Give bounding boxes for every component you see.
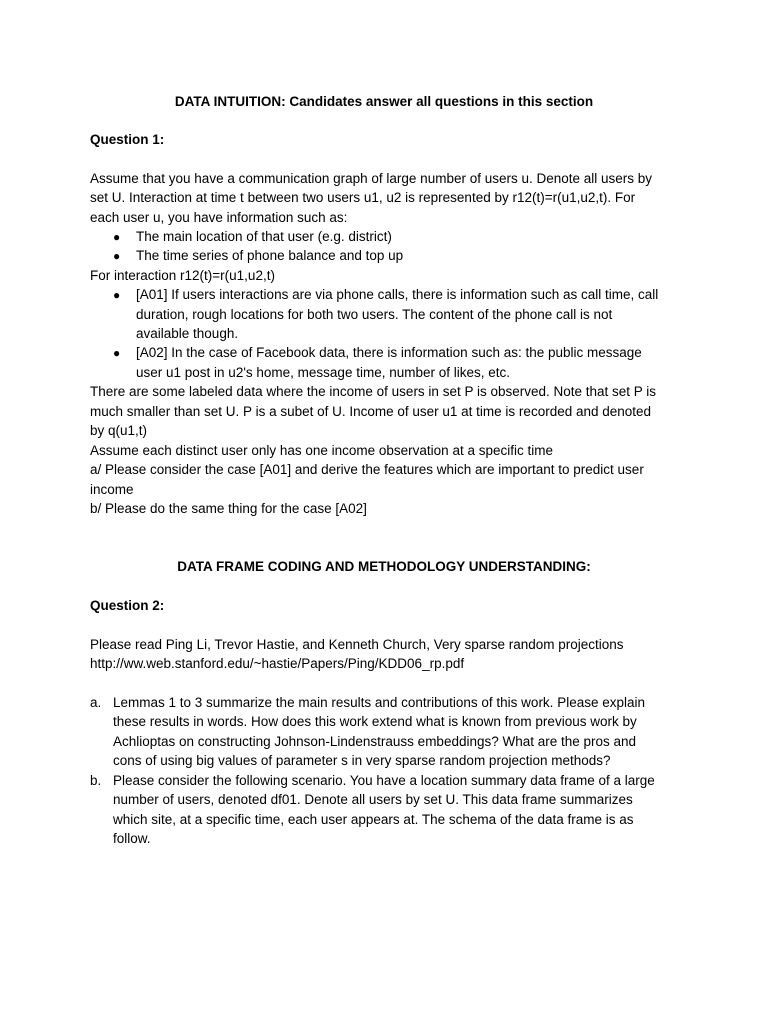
list-item: The time series of phone balance and top up	[136, 248, 404, 263]
list-item-line: number of users, denoted df01. Denote all users by set U. This data frame summarizes	[113, 792, 633, 807]
section-heading-data-frame-coding: DATA FRAME CODING AND METHODOLOGY UNDERSTANDING:	[177, 559, 591, 574]
list-item-line: Achlioptas on constructing Johnson-Lindenstrauss embeddings? What are the pros and	[113, 734, 637, 749]
paragraph-line: much smaller than set U. P is a subet of U. Income of user u1 at time is recorded and denoted	[90, 404, 652, 419]
list-item-line: available though.	[136, 326, 239, 341]
list-item-line: which site, at a specific time, each user appears at. The schema of the data frame is as	[113, 812, 634, 827]
paragraph-line: Assume each distinct user only has one income observation at a specific time	[90, 443, 553, 458]
paragraph-line: b/ Please do the same thing for the case [A02]	[90, 501, 367, 516]
question-2-label: Question 2:	[90, 598, 165, 613]
list-item-line: follow.	[113, 831, 151, 846]
list-item-line: [A02] In the case of Facebook data, there is information such as: the public message	[136, 345, 642, 360]
bullet-icon: ●	[113, 346, 121, 360]
bullet-icon: ●	[113, 249, 121, 263]
list-marker: a.	[90, 695, 102, 710]
list-item-line: Lemmas 1 to 3 summarize the main results and contributions of this work. Please explain	[113, 695, 645, 710]
paragraph-line: a/ Please consider the case [A01] and derive the features which are important to predict user	[90, 462, 644, 477]
bullet-icon: ●	[113, 230, 121, 244]
paragraph-line: income	[90, 482, 134, 497]
paragraph-line: Assume that you have a communication graph of large number of users u. Denote all users by	[90, 171, 653, 186]
paragraph-line: There are some labeled data where the income of users in set P is observed. Note that set P is	[90, 384, 657, 399]
list-item-line: [A01] If users interactions are via phone calls, there is information such as call time, call	[136, 287, 659, 302]
list-marker: b.	[90, 773, 102, 788]
bullet-icon: ●	[113, 288, 121, 302]
list-item-line: these results in words. How does this work extend what is known from previous work by	[113, 714, 637, 729]
paragraph-line: by q(u1,t)	[90, 423, 148, 438]
section-heading-data-intuition: DATA INTUITION: Candidates answer all questions in this section	[174, 94, 594, 109]
list-item-line: Please consider the following scenario. You have a location summary data frame of a large	[113, 773, 655, 788]
list-item-line: user u1 post in u2's home, message time, number of likes, etc.	[136, 365, 511, 380]
paragraph-line: set U. Interaction at time t between two users u1, u2 is represented by r12(t)=r(u1,u2,t). For	[90, 190, 636, 205]
list-item-line: duration, rough locations for both two users. The content of the phone call is not	[136, 307, 613, 322]
paragraph-line: each user u, you have information such as:	[90, 210, 348, 225]
question-1-label: Question 1:	[90, 132, 165, 147]
reference-url: http://ww.web.stanford.edu/~hastie/Papers/Ping/KDD06_rp.pdf	[90, 656, 465, 671]
reference-line: Please read Ping Li, Trevor Hastie, and Kenneth Church, Very sparse random projections	[90, 637, 624, 652]
list-item: The main location of that user (e.g. district)	[136, 229, 392, 244]
list-item-line: cons of using big values of parameter s in very sparse random projection methods?	[113, 753, 611, 768]
paragraph-line: For interaction r12(t)=r(u1,u2,t)	[90, 268, 275, 283]
